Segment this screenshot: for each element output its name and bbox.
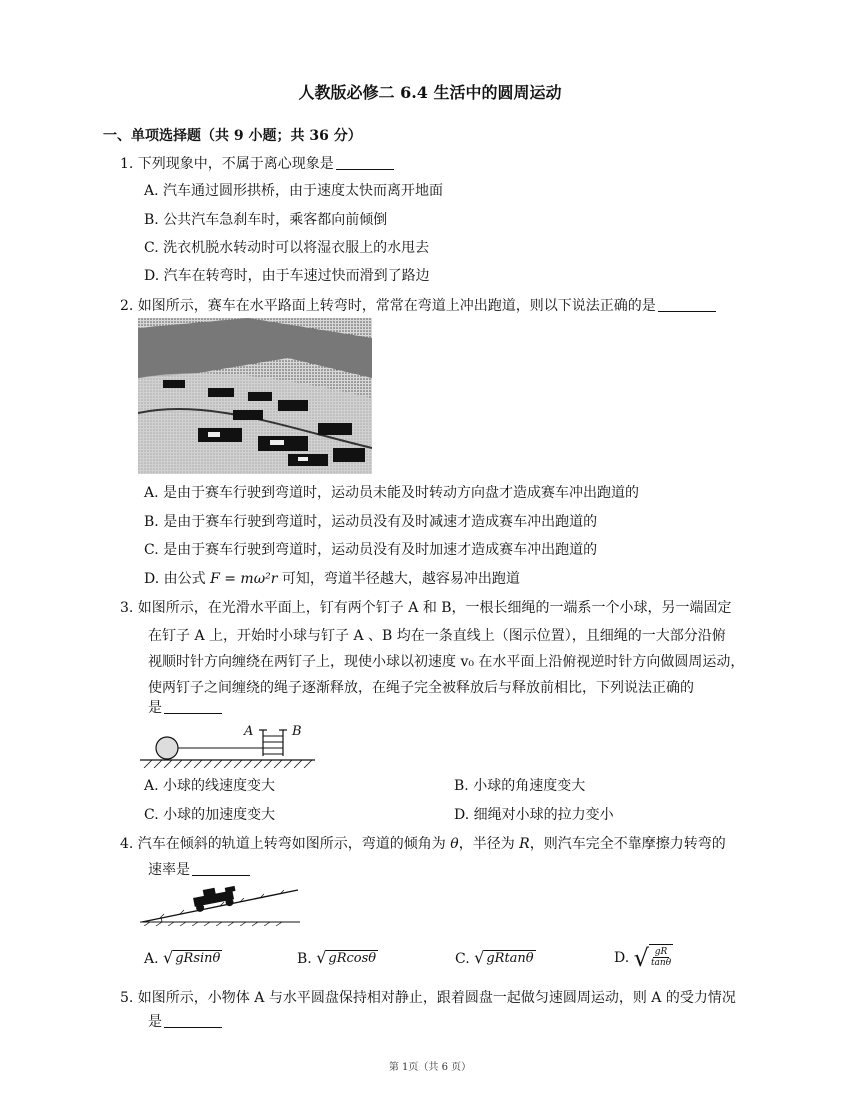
nails-ball-figure [140,722,315,768]
q3-option-d: D. 细绳对小球的拉力变小 [454,807,614,823]
nail-b-label: B [292,724,302,739]
numerator: gR [654,947,668,957]
question-3-line-4: 使两钉子之间缠绕的绳子逐渐释放，在绳子完全被释放后与释放前相比，下列说法正确的 [148,680,694,696]
theta-symbol: θ [450,836,459,852]
question-4-line-1 [120,834,726,854]
answer-blank [336,155,394,170]
question-3-line-5 [148,698,222,718]
sqrt-expression: √ gRcosθ [316,948,377,967]
question-3-line-2: 在钉子 A 上，开始时小球与钉子 A 、B 均在一条直线上（图示位置），且细绳的一大部分沿俯 [148,628,726,644]
q3-option-a: A. 小球的线速度变大 [144,778,276,794]
q3-option-c: C. 小球的加速度变大 [144,807,276,823]
q2-option-d [144,568,520,588]
q4-option-a-label: A. [144,951,159,967]
radicand: gRsinθ [175,951,221,966]
q4-text-b: ，半径为 [458,836,520,852]
q4-option-c [455,950,536,967]
q4-option-a [144,950,222,967]
q4-option-b-label: B. [297,951,312,967]
question-3-text-tail: 是 [148,700,162,716]
radicand: gRcosθ [328,951,377,966]
answer-blank [164,699,222,714]
q1-option-d: D. 汽车在转弯时，由于车速过快而滑到了路边 [144,268,430,284]
race-car-photo [138,318,372,474]
nail-a-label: A [244,724,254,739]
q2-option-b: B. 是由于赛车行驶到弯道时，运动员没有及时减速才造成赛车冲出跑道的 [144,514,598,530]
page-title: 人教版必修二 6.4 生活中的圆周运动 [298,83,562,102]
q2-option-c: C. 是由于赛车行驶到弯道时，运动员没有及时加速才造成赛车冲出跑道的 [144,542,598,558]
q4-option-c-label: C. [455,951,470,967]
radicand: gRtanθ [486,951,534,966]
denominator: tanθ [650,958,672,968]
q3-option-b: B. 小球的角速度变大 [454,778,586,794]
sqrt-expression: √ gRtanθ [474,948,534,967]
q1-option-c: C. 洗衣机脱水转动时可以将湿衣服上的水甩去 [144,240,430,256]
question-5-line-2 [148,1012,222,1032]
question-3-line-3: 视顺时针方向缠绕在两钉子上，现使小球以初速度 v₀ 在水平面上沿俯视逆时针方向做圆周运动， [148,654,745,670]
q1-option-a: A. 汽车通过圆形拱桥，由于速度太快而离开地面 [144,183,444,199]
banked-track-figure [140,884,300,926]
q1-option-b: B. 公共汽车急刹车时，乘客都向前倾倒 [144,212,388,228]
question-5-line-1: 5. 如图所示，小物体 A 与水平圆盘保持相对静止，跟着圆盘一起做匀速圆周运动，则 A 的受力情况 [120,990,736,1006]
sqrt-expression: √ gRsinθ [163,948,221,967]
answer-blank [164,1013,222,1028]
q4-text-a: 4. 汽车在倾斜的轨道上转弯如图所示，弯道的倾角为 [120,836,451,852]
section-heading: 一、单项选择题（共 9 小题；共 36 分） [103,128,362,144]
q4-text-tail: 速率是 [148,862,190,878]
q2-option-d-prefix: D. 由公式 [144,571,211,587]
centripetal-formula: F = mω²r [210,571,278,587]
question-1-stem [120,154,394,174]
question-1-text: 1. 下列现象中，不属于离心现象是 [120,156,334,172]
answer-blank [658,297,716,312]
sqrt-fraction: √ $\frac{gR}{\tan\theta}$ [633,944,672,972]
question-2-text: 2. 如图所示，赛车在水平路面上转弯时，常常在弯道上冲出跑道，则以下说法正确的是 [120,298,656,314]
question-4-line-2 [148,860,250,880]
page-footer: 第 1页（共 6 页） [388,1062,472,1073]
answer-blank [192,861,250,876]
q4-text-c: ，则汽车完全不靠摩擦力转弯的 [529,836,726,852]
q2-option-d-suffix: 可知，弯道半径越大，越容易冲出跑道 [277,571,520,587]
question-2-stem [120,296,716,316]
q4-option-b [297,950,378,967]
radius-symbol: R [519,836,530,852]
q4-option-d-label: D. [614,950,630,966]
question-3-line-1: 3. 如图所示，在光滑水平面上，钉有两个钉子 A 和 B，一根长细绳的一端系一个小球，另一端固定 [120,600,732,616]
q2-option-a: A. 是由于赛车行驶到弯道时，运动员未能及时转动方向盘才造成赛车冲出跑道的 [144,485,640,501]
q5-text-tail: 是 [148,1014,162,1030]
q4-option-d [614,944,673,972]
fraction [651,947,671,968]
